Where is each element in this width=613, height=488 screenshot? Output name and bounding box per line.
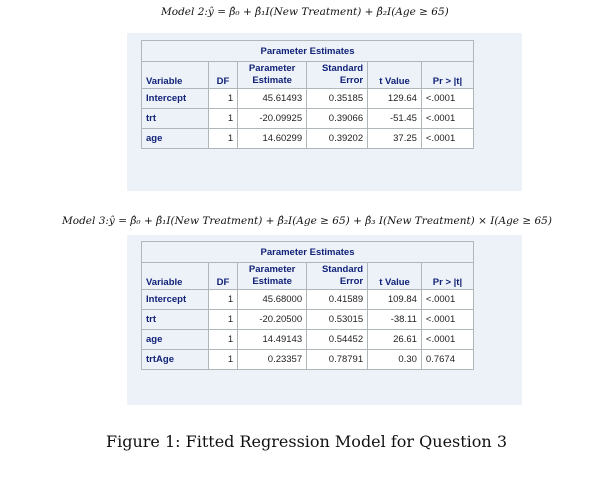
row-tvalue: 129.64 [368, 89, 422, 109]
row-df: 1 [208, 290, 237, 310]
row-tvalue: -51.45 [368, 109, 422, 129]
table-row [142, 290, 474, 310]
row-tvalue: 0.30 [368, 350, 422, 370]
model3-parameter-table [141, 241, 474, 370]
row-variable: Intercept [142, 89, 209, 109]
col-header-variable: Variable [142, 62, 209, 89]
row-stderr: 0.39066 [307, 109, 368, 129]
row-estimate: -20.09925 [238, 109, 307, 129]
col-header-tvalue: t Value [368, 62, 422, 89]
row-pvalue: <.0001 [421, 129, 473, 149]
row-df: 1 [208, 310, 237, 330]
row-stderr: 0.53015 [307, 310, 368, 330]
row-estimate: 45.61493 [238, 89, 307, 109]
col-header-pvalue: Pr > |t| [421, 62, 473, 89]
row-stderr: 0.35185 [307, 89, 368, 109]
row-pvalue: <.0001 [421, 290, 473, 310]
row-estimate: 14.60299 [238, 129, 307, 149]
table-row [142, 129, 474, 149]
table-row [142, 89, 474, 109]
table-row [142, 310, 474, 330]
row-variable: trt [142, 109, 209, 129]
row-variable: age [142, 129, 209, 149]
table-caption: Parameter Estimates [142, 41, 474, 62]
figure-caption: Figure 1: Fitted Regression Model for Question 3 [105, 432, 507, 451]
row-variable: Intercept [142, 290, 209, 310]
row-df: 1 [208, 129, 237, 149]
table-row [142, 109, 474, 129]
col-header-pvalue: Pr > |t| [421, 263, 473, 290]
row-estimate: 45.68000 [238, 290, 307, 310]
col-header-tvalue: t Value [368, 263, 422, 290]
row-pvalue: <.0001 [421, 109, 473, 129]
col-header-estimate: Parameter Estimate [238, 263, 307, 290]
row-stderr: 0.78791 [307, 350, 368, 370]
row-pvalue: <.0001 [421, 89, 473, 109]
row-df: 1 [208, 330, 237, 350]
col-header-df: DF [208, 263, 237, 290]
row-estimate: 14.49143 [238, 330, 307, 350]
col-header-estimate: Parameter Estimate [238, 62, 307, 89]
row-tvalue: -38.11 [368, 310, 422, 330]
row-pvalue: <.0001 [421, 330, 473, 350]
row-variable: age [142, 330, 209, 350]
row-tvalue: 26.61 [368, 330, 422, 350]
col-header-stderr: Standard Error [307, 263, 368, 290]
row-stderr: 0.39202 [307, 129, 368, 149]
col-header-df: DF [208, 62, 237, 89]
row-pvalue: <.0001 [421, 310, 473, 330]
row-estimate: -20.20500 [238, 310, 307, 330]
table-row [142, 350, 474, 370]
row-pvalue: 0.7674 [421, 350, 473, 370]
row-estimate: 0.23357 [238, 350, 307, 370]
row-df: 1 [208, 89, 237, 109]
row-stderr: 0.41589 [307, 290, 368, 310]
row-variable: trtAge [142, 350, 209, 370]
row-stderr: 0.54452 [307, 330, 368, 350]
table-caption: Parameter Estimates [142, 242, 474, 263]
table-row [142, 330, 474, 350]
col-header-stderr: Standard Error [307, 62, 368, 89]
row-df: 1 [208, 109, 237, 129]
model2-parameter-table [141, 40, 474, 149]
model3-title: Model 3:ŷ = β̂₀ + β̂₁I(New Treatment) + β̂₂I(Age ≥ 65) + β̂₃ I(New Treatment) × I(Age ≥ 65) [62, 215, 552, 227]
model2-title: Model 2:ŷ = β̂₀ + β̂₁I(New Treatment) + β̂₂I(Age ≥ 65) [161, 6, 449, 18]
row-df: 1 [208, 350, 237, 370]
row-variable: trt [142, 310, 209, 330]
col-header-variable: Variable [142, 263, 209, 290]
row-tvalue: 37.25 [368, 129, 422, 149]
row-tvalue: 109.84 [368, 290, 422, 310]
